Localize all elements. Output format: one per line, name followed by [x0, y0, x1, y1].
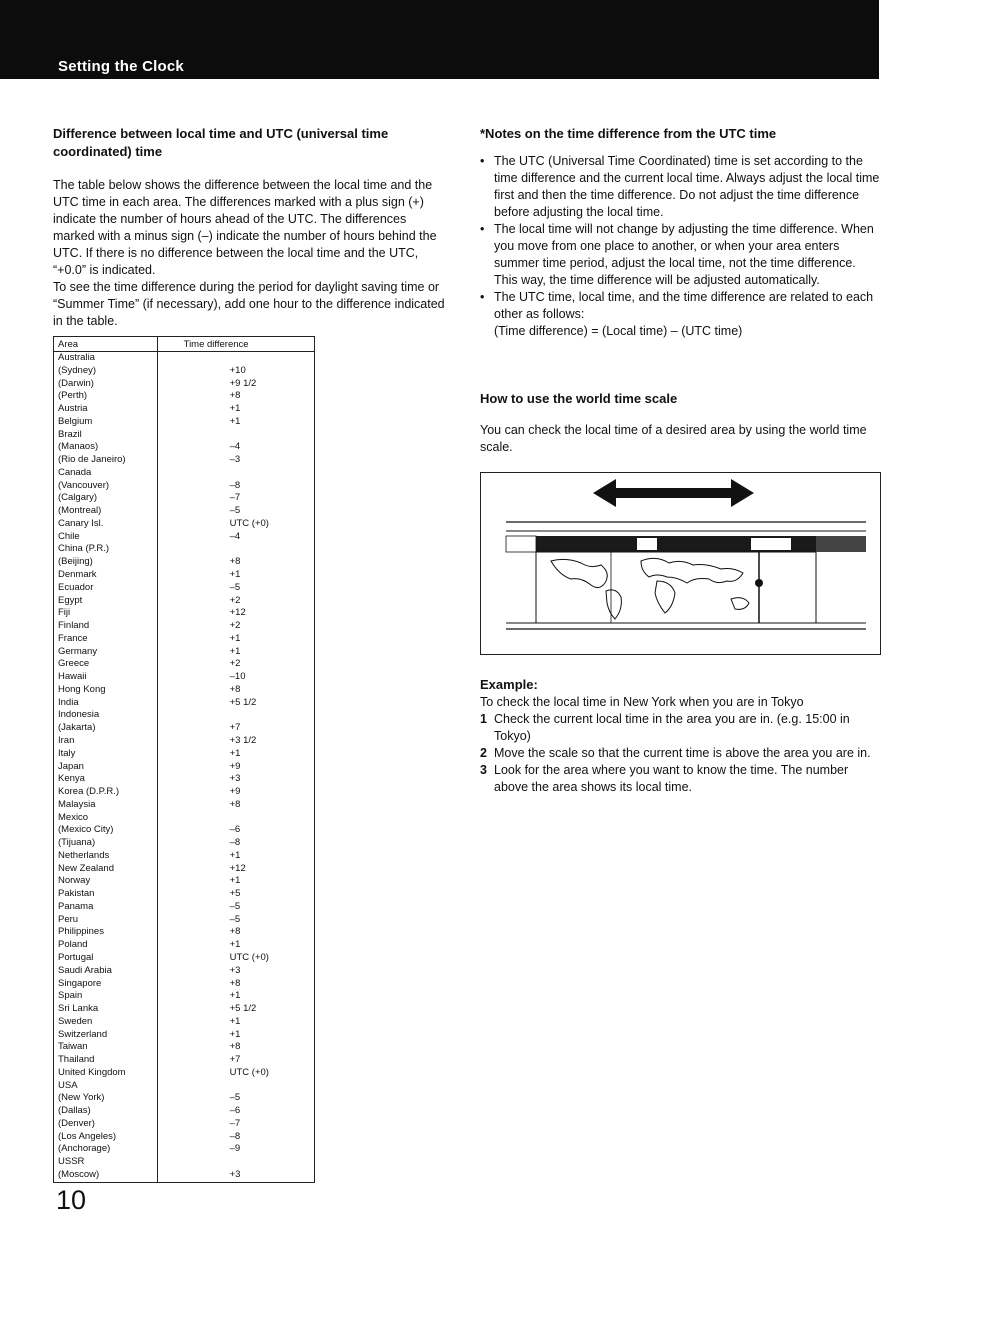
- area-cell: Korea (D.P.R.): [58, 786, 120, 798]
- table-row: [54, 1003, 315, 1016]
- example-steps: [480, 711, 880, 796]
- table-row: [54, 416, 315, 429]
- world-map-scale-graphic: [481, 473, 880, 654]
- area-cell: (Anchorage): [58, 1143, 111, 1155]
- table-row: [54, 1118, 315, 1131]
- time-difference-cell: +1: [157, 939, 314, 952]
- area-cell: Iran: [58, 734, 75, 746]
- area-cell: Mexico: [58, 811, 89, 823]
- time-difference-cell: –4: [157, 441, 314, 454]
- world-time-scale-illustration: [480, 472, 881, 655]
- time-difference-cell: +8: [157, 926, 314, 939]
- area-cell: Chile: [58, 530, 80, 542]
- area-cell: Canary Isl.: [58, 517, 104, 529]
- table-row: [54, 875, 315, 888]
- area-cell: Sri Lanka: [58, 1003, 99, 1015]
- time-difference-cell: UTC (+0): [157, 518, 314, 531]
- world-scale-intro: You can check the local time of a desired area by using the world time scale.: [480, 423, 867, 454]
- area-cell: (Los Angeles): [58, 1130, 117, 1142]
- table-row: [54, 658, 315, 671]
- time-difference-cell: +8: [157, 799, 314, 812]
- area-cell: (Beijing): [58, 556, 93, 568]
- area-cell: Spain: [58, 990, 83, 1002]
- area-cell: Thailand: [58, 1054, 95, 1066]
- table-row: [54, 620, 315, 633]
- time-difference-cell: +1: [157, 646, 314, 659]
- area-cell: Panama: [58, 900, 94, 912]
- note-item: • The UTC (Universal Time Coordinated) time is set according to the time difference and the current local time. Always adjust the local time first and then the time difference. Do not adjust the time difference before adjusting the local time.: [480, 153, 880, 221]
- column-header-area: Area: [54, 337, 158, 352]
- area-cell: Australia: [58, 352, 95, 363]
- table-row: [54, 773, 315, 786]
- table-row: [54, 467, 315, 480]
- table-row: [54, 633, 315, 646]
- time-difference-cell: +5 1/2: [157, 1003, 314, 1016]
- area-cell: Singapore: [58, 977, 102, 989]
- table-row: [54, 480, 315, 493]
- time-difference-formula: (Time difference) = (Local time) – (UTC time): [494, 324, 743, 338]
- table-row: [54, 531, 315, 544]
- table-row: [54, 914, 315, 927]
- area-cell: (Calgary): [58, 492, 98, 504]
- table-row: [54, 786, 315, 799]
- area-cell: (Montreal): [58, 505, 102, 517]
- area-cell: Belgium: [58, 415, 93, 427]
- time-difference-cell: –8: [157, 1131, 314, 1144]
- time-difference-cell: –3: [157, 454, 314, 467]
- table-row: [54, 926, 315, 939]
- area-cell: Indonesia: [58, 709, 100, 721]
- example-step: 1 Check the current local time in the area you are in. (e.g. 15:00 in Tokyo): [480, 712, 850, 743]
- area-cell: Denmark: [58, 569, 97, 581]
- time-difference-cell: –5: [157, 901, 314, 914]
- table-row: [54, 1029, 315, 1042]
- time-difference-cell: +1: [157, 416, 314, 429]
- table-row: [54, 352, 315, 365]
- table-row: [54, 735, 315, 748]
- example-heading: Example:: [480, 677, 538, 692]
- area-cell: Norway: [58, 875, 91, 887]
- time-difference-cell: +1: [157, 875, 314, 888]
- time-difference-cell: +8: [157, 684, 314, 697]
- table-row: [54, 1092, 315, 1105]
- time-difference-cell: –5: [157, 582, 314, 595]
- area-cell: Finland: [58, 620, 90, 632]
- double-arrow-icon: [593, 479, 754, 507]
- time-difference-cell: [157, 709, 314, 722]
- area-cell: Sweden: [58, 1015, 93, 1027]
- area-cell: Switzerland: [58, 1028, 108, 1040]
- time-difference-cell: –9: [157, 1143, 314, 1156]
- area-cell: Philippines: [58, 926, 104, 938]
- time-difference-cell: UTC (+0): [157, 952, 314, 965]
- area-cell: Saudi Arabia: [58, 964, 112, 976]
- table-row: [54, 390, 315, 403]
- column-header-time-difference: Time difference: [157, 337, 314, 352]
- table-row: [54, 978, 315, 991]
- table-row: [54, 837, 315, 850]
- notes-list: [480, 153, 880, 323]
- area-cell: Canada: [58, 466, 92, 478]
- area-cell: Fiji: [58, 607, 71, 619]
- area-cell: Peru: [58, 913, 79, 925]
- area-cell: Hong Kong: [58, 683, 106, 695]
- area-cell: Portugal: [58, 951, 94, 963]
- time-difference-cell: +1: [157, 1029, 314, 1042]
- area-cell: Italy: [58, 747, 76, 759]
- example-intro: To check the local time in New York when you are in Tokyo: [480, 695, 804, 709]
- time-difference-cell: +8: [157, 1041, 314, 1054]
- area-cell: Austria: [58, 403, 88, 415]
- example-step: 2 Move the scale so that the current time is above the area you are in.: [480, 746, 871, 760]
- area-cell: China (P.R.): [58, 543, 110, 555]
- area-cell: (Tijuana): [58, 837, 96, 849]
- time-difference-cell: –7: [157, 492, 314, 505]
- time-difference-cell: +5: [157, 888, 314, 901]
- table-row: [54, 697, 315, 710]
- area-cell: Germany: [58, 645, 98, 657]
- table-row: [54, 441, 315, 454]
- time-difference-cell: +1: [157, 748, 314, 761]
- area-cell: Brazil: [58, 428, 82, 440]
- table-row: [54, 518, 315, 531]
- note-item: • The local time will not change by adjusting the time difference. When you move from one place to another, or when your area enters summer time period, adjust the local time, not the time difference. This way, the time difference will be adjusted automatically.: [480, 221, 880, 289]
- time-difference-cell: +12: [157, 607, 314, 620]
- note-item: • The UTC time, local time, and the time difference are related to each other as follows:: [480, 289, 880, 323]
- area-cell: (Jakarta): [58, 722, 96, 734]
- table-row: [54, 1016, 315, 1029]
- table-row: [54, 492, 315, 505]
- time-difference-cell: +2: [157, 620, 314, 633]
- time-difference-cell: +7: [157, 1054, 314, 1067]
- table-row: [54, 824, 315, 837]
- table-row: [54, 1067, 315, 1080]
- table-row: [54, 543, 315, 556]
- time-difference-cell: UTC (+0): [157, 1067, 314, 1080]
- daylight-paragraph: To see the time difference during the period for daylight saving time or “Summer Time” (if necessary), add one hour to the difference indicated in the table.: [53, 280, 445, 328]
- table-row: [54, 1041, 315, 1054]
- table-row: [54, 1054, 315, 1067]
- table-row: [54, 1169, 315, 1182]
- table-row: [54, 1105, 315, 1118]
- time-difference-cell: –8: [157, 837, 314, 850]
- table-row: [54, 429, 315, 442]
- area-cell: Japan: [58, 760, 84, 772]
- table-row: [54, 722, 315, 735]
- table-row: [54, 863, 315, 876]
- time-difference-cell: +1: [157, 990, 314, 1003]
- time-difference-cell: [157, 812, 314, 825]
- intro-paragraph: The table below shows the difference between the local time and the UTC time in each area. The differences marked with a plus sign (+) indicate the number of hours ahead of the UTC. The differences marked with a minus sign (–) indicate the number of hours behind the UTC. If there is no difference between the local time and the UTC, “+0.0” is indicated.: [53, 178, 437, 277]
- table-row: [54, 1131, 315, 1144]
- area-cell: (Sydney): [58, 364, 97, 376]
- area-cell: (Moscow): [58, 1169, 100, 1180]
- time-difference-cell: [157, 429, 314, 442]
- area-cell: Taiwan: [58, 1041, 88, 1053]
- table-row: [54, 1156, 315, 1169]
- time-difference-cell: [157, 352, 314, 365]
- time-difference-cell: [157, 543, 314, 556]
- time-difference-cell: –5: [157, 914, 314, 927]
- area-cell: (Dallas): [58, 1105, 91, 1117]
- time-difference-cell: [157, 1080, 314, 1093]
- time-difference-cell: +5 1/2: [157, 697, 314, 710]
- time-difference-cell: +3: [157, 965, 314, 978]
- time-difference-cell: +8: [157, 978, 314, 991]
- area-cell: (Manaos): [58, 441, 99, 453]
- time-difference-cell: +10: [157, 365, 314, 378]
- time-difference-cell: +9 1/2: [157, 378, 314, 391]
- table-row: [54, 646, 315, 659]
- time-difference-cell: +3 1/2: [157, 735, 314, 748]
- table-body: [54, 352, 315, 1183]
- area-cell: (Denver): [58, 1117, 95, 1129]
- area-cell: (Vancouver): [58, 479, 110, 491]
- utc-difference-heading: Difference between local time and UTC (universal time coordinated) time: [53, 126, 389, 159]
- time-difference-table: [53, 336, 315, 1183]
- area-cell: Poland: [58, 939, 88, 951]
- area-cell: USSR: [58, 1156, 85, 1168]
- table-row: [54, 952, 315, 965]
- area-cell: New Zealand: [58, 862, 114, 874]
- time-difference-cell: +9: [157, 761, 314, 774]
- time-difference-cell: –8: [157, 480, 314, 493]
- table-row: [54, 671, 315, 684]
- area-cell: USA: [58, 1079, 78, 1091]
- time-difference-cell: +1: [157, 850, 314, 863]
- table-row: [54, 684, 315, 697]
- notes-heading: *Notes on the time difference from the UTC time: [480, 126, 777, 141]
- table-row: [54, 965, 315, 978]
- table-row: [54, 709, 315, 722]
- time-difference-cell: +3: [157, 773, 314, 786]
- time-difference-cell: +1: [157, 569, 314, 582]
- table-row: [54, 595, 315, 608]
- table-row: [54, 939, 315, 952]
- area-cell: India: [58, 696, 79, 708]
- table-row: [54, 761, 315, 774]
- table-row: [54, 812, 315, 825]
- area-cell: Egypt: [58, 594, 83, 606]
- area-cell: Ecuador: [58, 581, 94, 593]
- time-difference-cell: +3: [157, 1169, 314, 1182]
- table-row: [54, 1143, 315, 1156]
- table-row: [54, 569, 315, 582]
- area-cell: United Kingdom: [58, 1066, 126, 1078]
- time-difference-cell: +7: [157, 722, 314, 735]
- table-row: [54, 607, 315, 620]
- right-column: [480, 125, 880, 796]
- time-difference-cell: +9: [157, 786, 314, 799]
- time-difference-cell: +2: [157, 658, 314, 671]
- time-difference-cell: –10: [157, 671, 314, 684]
- time-difference-cell: –5: [157, 1092, 314, 1105]
- page-number: 10: [56, 1185, 87, 1215]
- table-row: [54, 1080, 315, 1093]
- world-scale-heading: How to use the world time scale: [480, 391, 678, 406]
- time-difference-cell: –5: [157, 505, 314, 518]
- table-row: [54, 454, 315, 467]
- left-column: [53, 125, 448, 1183]
- area-cell: Kenya: [58, 773, 85, 785]
- area-cell: (Perth): [58, 390, 88, 402]
- area-cell: (Rio de Janeiro): [58, 454, 126, 466]
- area-cell: Pakistan: [58, 888, 95, 900]
- table-row: [54, 582, 315, 595]
- time-difference-cell: +2: [157, 595, 314, 608]
- area-cell: Greece: [58, 658, 90, 670]
- table-row: [54, 990, 315, 1003]
- time-difference-cell: –4: [157, 531, 314, 544]
- table-row: [54, 365, 315, 378]
- table-row: [54, 850, 315, 863]
- area-cell: Netherlands: [58, 849, 110, 861]
- time-difference-cell: –6: [157, 824, 314, 837]
- area-cell: Malaysia: [58, 798, 96, 810]
- time-difference-cell: +12: [157, 863, 314, 876]
- time-difference-cell: [157, 467, 314, 480]
- table-row: [54, 378, 315, 391]
- table-row: [54, 748, 315, 761]
- area-cell: (Darwin): [58, 377, 94, 389]
- time-difference-cell: +1: [157, 633, 314, 646]
- table-row: [54, 888, 315, 901]
- area-cell: France: [58, 632, 88, 644]
- example-step: 3 Look for the area where you want to know the time. The number above the area shows its local time.: [480, 763, 849, 794]
- time-difference-cell: [157, 1156, 314, 1169]
- time-difference-cell: –6: [157, 1105, 314, 1118]
- table-row: [54, 901, 315, 914]
- time-difference-cell: +8: [157, 556, 314, 569]
- time-difference-cell: +1: [157, 403, 314, 416]
- page-title: Setting the Clock: [58, 58, 184, 75]
- table-row: [54, 556, 315, 569]
- time-difference-cell: –7: [157, 1118, 314, 1131]
- time-difference-cell: +8: [157, 390, 314, 403]
- area-cell: (New York): [58, 1092, 105, 1104]
- area-cell: (Mexico City): [58, 824, 114, 836]
- table-row: [54, 505, 315, 518]
- area-cell: Hawaii: [58, 671, 87, 683]
- table-row: [54, 403, 315, 416]
- time-difference-cell: +1: [157, 1016, 314, 1029]
- table-row: [54, 799, 315, 812]
- table-header-row: [54, 337, 315, 352]
